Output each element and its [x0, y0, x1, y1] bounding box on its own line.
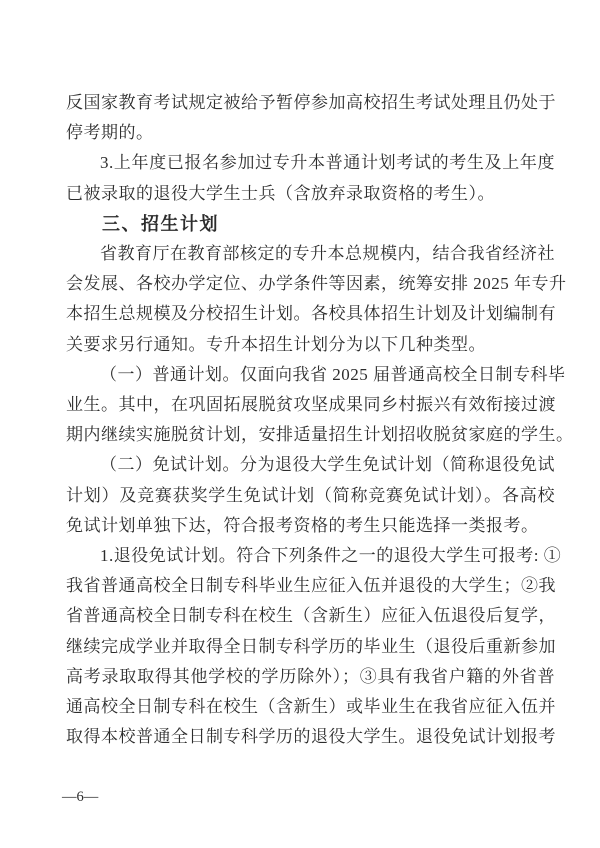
text-line: 取得本校普通全日制专科学历的退役大学生。退役免试计划报考 [66, 727, 556, 747]
text-line: 本招生总规模及分校招生计划。各校具体招生计划及计划编制有 [66, 304, 556, 324]
paragraph [66, 88, 555, 148]
text-line: 期内继续实施脱贫计划，安排适量招生计划招收脱贫家庭的学生。 [66, 425, 574, 445]
text-line: 高考录取取得其他学校的学历除外）；③具有我省户籍的外省普 [66, 666, 555, 686]
paragraph [66, 148, 555, 208]
text-line: 计划）及竞赛获奖学生免试计划（简称竞赛免试计划）。各高校 [66, 485, 555, 505]
heading-text: 三、招生计划 [102, 213, 219, 234]
text-line: 停考期的。 [66, 123, 154, 143]
text-line: 已被录取的退役大学生士兵（含放弃录取资格的考生）。 [66, 183, 495, 203]
paragraph [66, 450, 555, 541]
text-line: 1.退役免试计划。符合下列条件之一的退役大学生可报考: ① [100, 546, 562, 566]
paragraph [66, 360, 574, 451]
text-line: 会发展、各校办学定位、办学条件等因素，统筹安排 2025 年专升 [66, 274, 567, 294]
text-line: 省教育厅在教育部核定的专升本总规模内，结合我省经济社 [100, 244, 555, 264]
text-line: 通高校全日制专科在校生（含新生）或毕业生在我省应征入伍并 [66, 697, 556, 717]
text-line: 免试计划单独下达，符合报考资格的考生只能选择一类报考。 [66, 515, 539, 535]
text-line: （一）普通计划。仅面向我省 2025 届普通高校全日制专科毕 [100, 364, 566, 384]
text-line: 关要求另行通知。专升本招生计划分为以下几种类型。 [66, 334, 486, 354]
text-line: 省普通高校全日制专科在校生（含新生）应征入伍退役后复学， [66, 606, 556, 626]
text-line: 我省普通高校全日制专科毕业生应征入伍并退役的大学生；②我 [66, 576, 556, 596]
text-line: 继续完成学业并取得全日制专科学历的毕业生（退役后重新参加 [66, 636, 556, 656]
text-line: 反国家教育考试规定被给予暂停参加高校招生考试处理且仍处于 [66, 93, 556, 112]
text-line: 3.上年度已报名参加过专升本普通计划考试的考生及上年度 [100, 153, 555, 173]
page-number: —6— [62, 789, 99, 805]
paragraph [66, 239, 567, 360]
document-body [66, 88, 574, 752]
paragraph [66, 541, 562, 752]
text-line: （二）免试计划。分为退役大学生免试计划（简称退役免试 [100, 455, 555, 475]
section-heading [66, 209, 555, 239]
text-line: 业生。其中，在巩固拓展脱贫攻坚成果同乡村振兴有效衔接过渡 [66, 395, 556, 415]
